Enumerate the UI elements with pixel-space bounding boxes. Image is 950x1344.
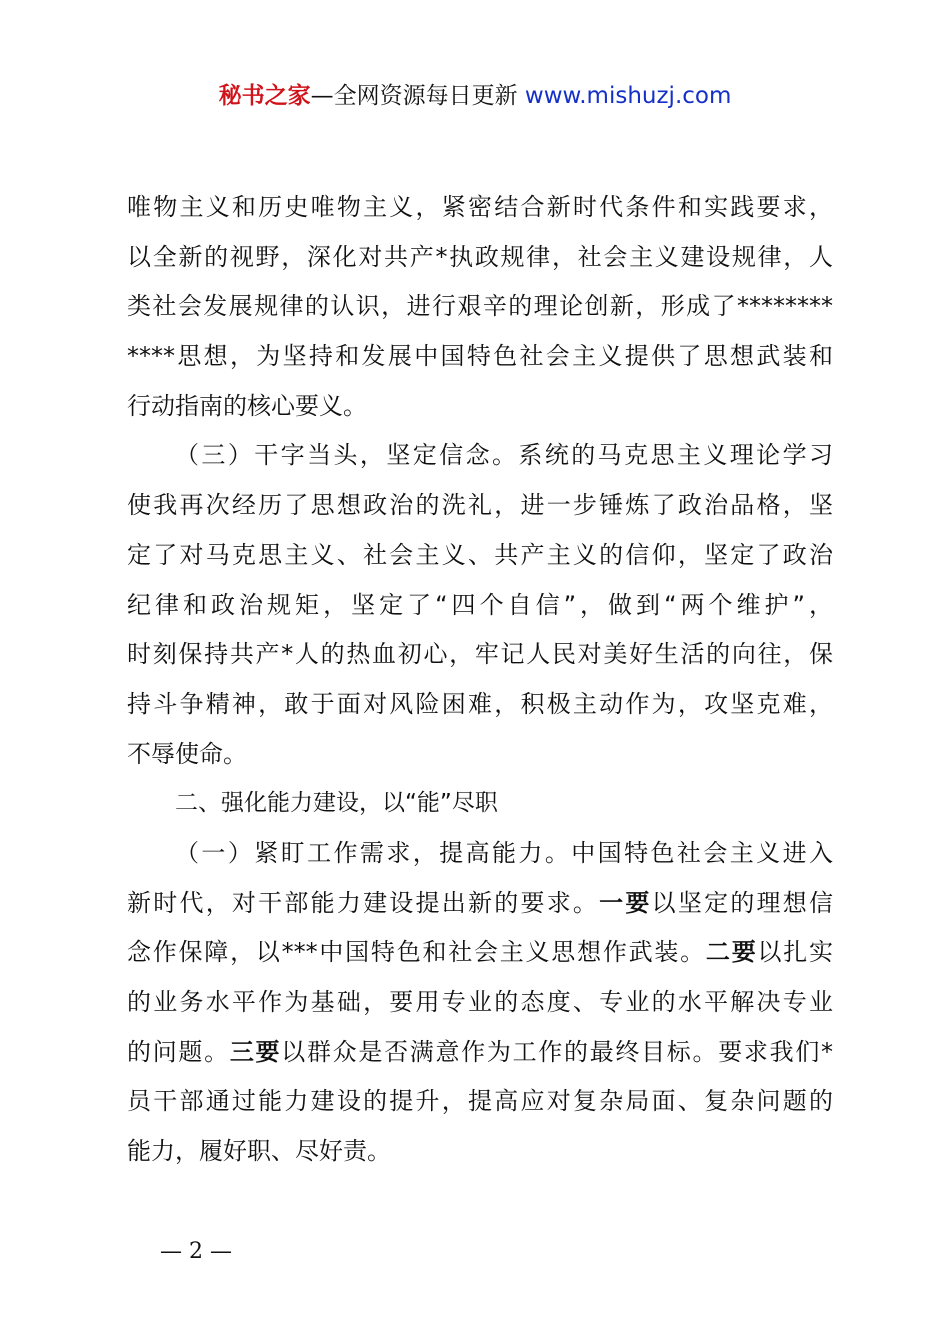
paragraph-line: （三）干字当头，坚定信念。系统的马克思主义理论学习 — [175, 441, 833, 470]
line-text: 念作保障，以***中国特色和社会主义思想作武装。 — [127, 938, 706, 967]
paragraph-line — [127, 928, 833, 978]
paragraph-line: 时刻保持共产*人的热血初心，牢记人民对美好生活的向往，保 — [127, 640, 833, 669]
bold-emphasis: 二要 — [705, 938, 758, 967]
site-tagline: —全网资源每日更新 — [310, 83, 518, 109]
paragraph-line — [127, 879, 833, 929]
line-text: 的问题。 — [127, 1037, 230, 1066]
paragraph-line: 类社会发展规律的认识，进行艰辛的理论创新，形成了******** — [127, 292, 833, 321]
page-number: — 2 — — [160, 1239, 232, 1264]
paragraph-line: 使我再次经历了思想政治的洗礼，进一步锤炼了政治品格，坚 — [127, 491, 833, 520]
section-heading: 二、强化能力建设，以“能”尽职 — [175, 790, 498, 817]
paragraph-line: 纪律和政治规矩，坚定了“四个自信”，做到“两个维护”， — [127, 590, 833, 619]
site-header — [0, 80, 950, 112]
paragraph-line: 唯物主义和历史唯物主义，紧密结合新时代条件和实践要求， — [127, 193, 833, 221]
document-body — [127, 183, 833, 1177]
paragraph-line: ****思想，为坚持和发展中国特色社会主义提供了思想武装和 — [127, 342, 833, 371]
paragraph-line: 能力，履好职、尽好责。 — [127, 1137, 391, 1166]
line-text: 以群众是否满意作为工作的最终目标。要求我们* — [281, 1037, 833, 1066]
paragraph-line: 持斗争精神，敢于面对风险困难，积极主动作为，攻坚克难， — [127, 689, 833, 718]
bold-emphasis: 三要 — [229, 1037, 282, 1066]
paragraph-line: 以全新的视野，深化对共产*执政规律，社会主义建设规律，人 — [127, 242, 833, 271]
paragraph-line — [127, 1028, 833, 1078]
line-text: 以坚定的理想信 — [651, 888, 833, 917]
line-text: 以扎实 — [757, 938, 833, 967]
paragraph-line: 定了对马克思主义、社会主义、共产主义的信仰，坚定了政治 — [127, 540, 833, 569]
paragraph-line: 员干部通过能力建设的提升，提高应对复杂局面、复杂问题的 — [127, 1087, 833, 1116]
paragraph-line: （一）紧盯工作需求，提高能力。中国特色社会主义进入 — [175, 838, 833, 867]
paragraph-line: 行动指南的核心要义。 — [127, 391, 367, 420]
paragraph-line: 的业务水平作为基础，要用专业的态度、专业的水平解决专业 — [127, 988, 833, 1016]
bold-emphasis: 一要 — [599, 888, 652, 917]
paragraph-line: 不辱使命。 — [127, 739, 247, 768]
site-brand: 秘书之家 — [218, 83, 311, 109]
site-url[interactable]: www.mishuzj.com — [524, 83, 732, 109]
line-text: 新时代，对干部能力建设提出新的要求。 — [127, 888, 600, 917]
